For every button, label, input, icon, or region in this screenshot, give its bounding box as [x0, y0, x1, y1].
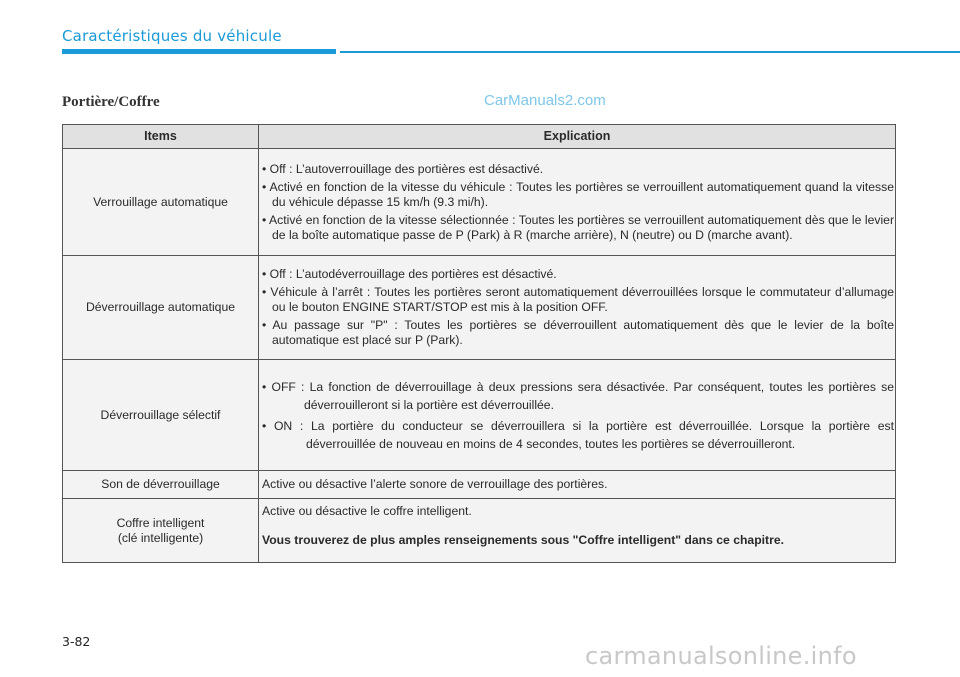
- row-explanation: [259, 499, 896, 563]
- table-row: [63, 149, 896, 256]
- row-item-label-line2: (clé intelligente): [117, 530, 204, 545]
- row-explanation: [259, 360, 896, 471]
- row-item-label: Déverrouillage sélectif: [63, 360, 259, 471]
- page-number: 3-82: [62, 634, 91, 649]
- table-row: [63, 471, 896, 499]
- footer-watermark: carmanualsonline.info: [585, 642, 857, 670]
- section-title: Portière/Coffre: [62, 94, 160, 110]
- header-rule-thick: [62, 49, 336, 54]
- bullet-text: • Véhicule à l’arrêt : Toutes les portières seront automatiquement déverrouillées lorsque le commutateur d’allumage ou le bouton ENGINE START/STOP est mis à la position OFF.: [262, 285, 894, 314]
- row-item-label: Son de déverrouillage: [63, 471, 259, 499]
- chapter-title: Caractéristiques du véhicule: [62, 27, 282, 45]
- column-header-explication: Explication: [259, 125, 896, 149]
- row-explanation: [259, 149, 896, 256]
- table-row: [63, 360, 896, 471]
- settings-table: [62, 124, 896, 563]
- bullet-text: • Off : L’autoverrouillage des portières est désactivé.: [262, 161, 544, 176]
- row-text: Active ou désactive le coffre intelligent.: [262, 504, 472, 518]
- bullet-text: • ON : La portière du conducteur se déverrouillera si la portière est déverrouillée. Lorsque la portière est déverrouillée de nouveau en moins de 4 secondes, toutes les portières se déverrouilleront.: [262, 418, 894, 451]
- column-header-items: Items: [63, 125, 259, 149]
- row-item-label: [63, 499, 259, 563]
- row-explanation: [259, 256, 896, 360]
- table-row: [63, 256, 896, 360]
- watermark-link[interactable]: CarManuals2.com: [484, 92, 606, 109]
- row-explanation: Active ou désactive l’alerte sonore de verrouillage des portières.: [259, 471, 896, 499]
- bullet-text: • Activé en fonction de la vitesse du véhicule : Toutes les portières se verrouillent automatiquement quand la vitesse du véhicule dépasse 15 km/h (9.3 mi/h).: [262, 179, 894, 209]
- row-item-label-line1: Coffre intelligent: [116, 515, 205, 530]
- bullet-text: • Activé en fonction de la vitesse sélectionnée : Toutes les portières se verrouillent automatiquement dès que le levier de la boîte automatique passe de P (Park) à R (marche arrière), N (neutre) ou D (marche avant).: [262, 212, 894, 242]
- row-item-label: Déverrouillage automatique: [63, 256, 259, 360]
- row-item-label: Verrouillage automatique: [63, 149, 259, 256]
- header-rule-thin: [340, 51, 960, 53]
- bullet-text: • Au passage sur "P" : Toutes les portières se déverrouillent automatiquement dès que le levier de la boîte automatique est placé sur P (Park).: [262, 318, 894, 347]
- table-header-row: [63, 125, 896, 149]
- table-row: [63, 499, 896, 563]
- bullet-text: • OFF : La fonction de déverrouillage à deux pressions sera désactivée. Par conséquent, toutes les portières se déverrouilleront si la portière est déverrouillée.: [262, 379, 894, 412]
- bullet-text: • Off : L’autodéverrouillage des portières est désactivé.: [262, 267, 557, 281]
- note-text: Vous trouverez de plus amples renseignements sous "Coffre intelligent" dans ce chapitre.: [262, 533, 784, 547]
